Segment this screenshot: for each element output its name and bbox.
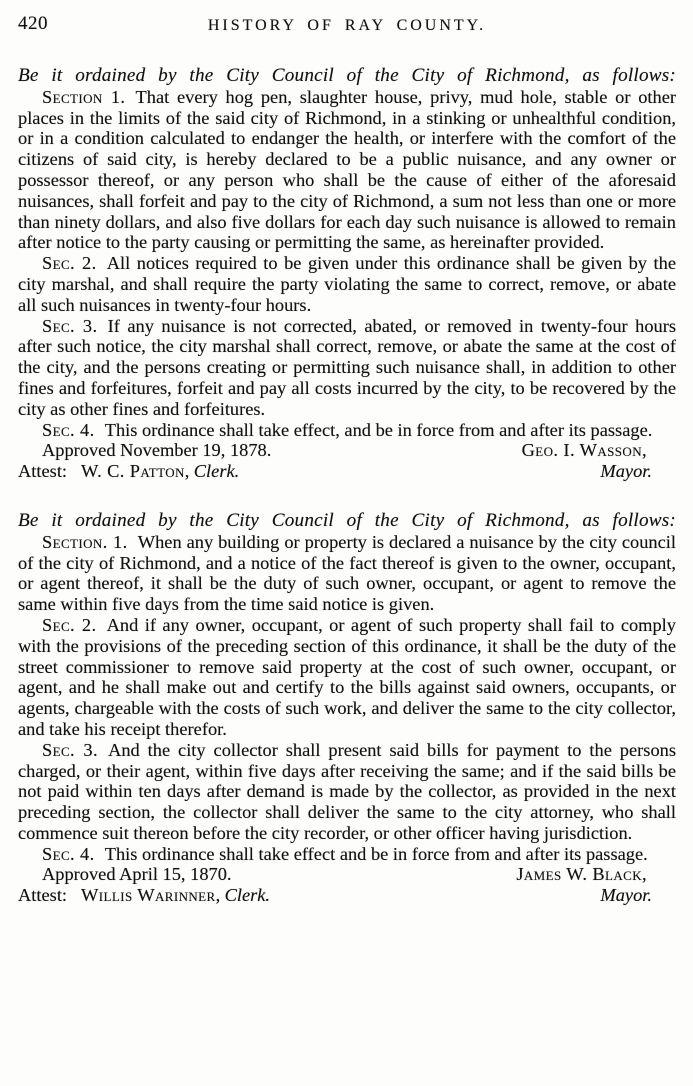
section-label: Section. 1.	[42, 531, 128, 552]
clerk-name: W. C. Patton,	[81, 461, 190, 482]
ordinance-2-preamble: Be it ordained by the City Council of the City of Richmond, as follows:	[18, 509, 676, 531]
section-text: This ordinance shall take effect, and be in force from and after its passage.	[104, 419, 653, 440]
section-label: Sec. 2.	[42, 253, 97, 274]
ordinance-2	[18, 511, 676, 906]
section-label: Section 1.	[42, 86, 126, 107]
ordinance-1	[18, 66, 676, 482]
section-label: Sec. 4.	[42, 843, 95, 864]
ordinance-2-section-1	[18, 532, 676, 615]
section-text: This ordinance shall take effect and be in force from and after its passage.	[104, 843, 648, 864]
section-text: When any building or property is declared a nuisance by the city council of the city of Richmond, and a notice of the fact thereof is given to the owner, occupant, or agent thereof, it shall be the duty of such owner, occupant, or agent to remove the same within five days from the time said notice is given.	[18, 531, 676, 615]
ordinance-1-preamble: Be it ordained by the City Council of the City of Richmond, as follows:	[18, 65, 676, 86]
clerk-title: Clerk.	[224, 885, 271, 906]
section-label: Sec. 2.	[42, 614, 97, 635]
mayor-title: Mayor.	[600, 885, 652, 906]
running-title: HISTORY OF RAY COUNTY.	[207, 17, 487, 34]
section-text: If any nuisance is not corrected, abated, or removed in twenty-four hours after such notice, the city marshal shall correct, remove, or abate the same at the cost of the city, and the persons creating or permitting such nuisance shall, in addition to other fines and forfeitures, forfeit and pay all costs incurred by the city, to be recovered by the city as other fines and forfeitures.	[18, 315, 676, 419]
ordinance-1-section-3	[18, 316, 676, 420]
attest-label: Attest:	[18, 885, 68, 906]
section-label: Sec. 4.	[42, 419, 95, 440]
section-text: All notices required to be given under this ordinance shall be given by the city marshal, and shall require the party violating the same to correct, remove, or abate all such nuisances in twenty-four hours.	[18, 253, 676, 315]
mayor-name: Geo. I. Wasson,	[521, 440, 647, 461]
attest-line	[18, 885, 516, 906]
ordinance-1-approval-block	[18, 440, 676, 482]
ordinance-1-section-1	[18, 87, 676, 253]
ordinance-1-section-2	[18, 253, 676, 315]
section-label: Sec. 3.	[42, 739, 98, 760]
ordinance-1-section-4	[18, 420, 676, 441]
page-header	[18, 14, 676, 40]
section-text: And the city collector shall present said bills for payment to the persons charged, or their agent, within five days after receiving the same; and if the said bills be not paid within ten days after demand is made by the collector, as provided in the next preceding section, the collector shall deliver the same to the city attorney, who shall commence suit thereon before the city recorder, or other officer having jurisdiction.	[18, 739, 676, 843]
section-text: And if any owner, occupant, or agent of such property shall fail to comply with the provisions of the preceding section of this ordinance, it shall be the duty of the street commissioner to remove said property at the cost of such owner, occupant, or agent, and he shall make out and certify to the bills against said owners, occupants, or agents, chargeable with the costs of such work, and deliver the same to the city collector, and take his receipt therefor.	[18, 614, 676, 739]
section-label: Sec. 3.	[42, 315, 98, 336]
mayor-name: James W. Black,	[516, 864, 647, 885]
clerk-name: Willis Warinner,	[81, 885, 221, 906]
ordinance-2-section-3	[18, 740, 676, 844]
mayor-title: Mayor.	[600, 461, 652, 482]
ordinance-2-approval-block	[18, 864, 676, 906]
approved-line: Approved November 19, 1878.	[42, 440, 272, 461]
page-number: 420	[18, 13, 48, 34]
approved-line: Approved April 15, 1870.	[42, 864, 232, 885]
attest-label: Attest:	[18, 461, 68, 482]
clerk-title: Clerk.	[193, 461, 240, 482]
ordinance-2-section-2	[18, 615, 676, 740]
attest-line	[18, 461, 522, 482]
ordinance-2-section-4	[18, 844, 676, 865]
section-text: That every hog pen, slaughter house, privy, mud hole, stable or other places in the limits of the said city of Richmond, in a stinking or unhealthful condition, or in a condition calculated to endanger the health, or interfere with the comfort of the citizens of said city, is hereby declared to be a public nuisance, and any owner or possessor thereof, or any person who shall be the cause of either of the aforesaid nuisances, shall forfeit and pay to the city of Richmond, a sum not less than one or more than ninety dollars, and also five dollars for each day such nuisance is allowed to remain after notice to the party causing or permitting the same, as hereinafter provided.	[18, 86, 676, 253]
